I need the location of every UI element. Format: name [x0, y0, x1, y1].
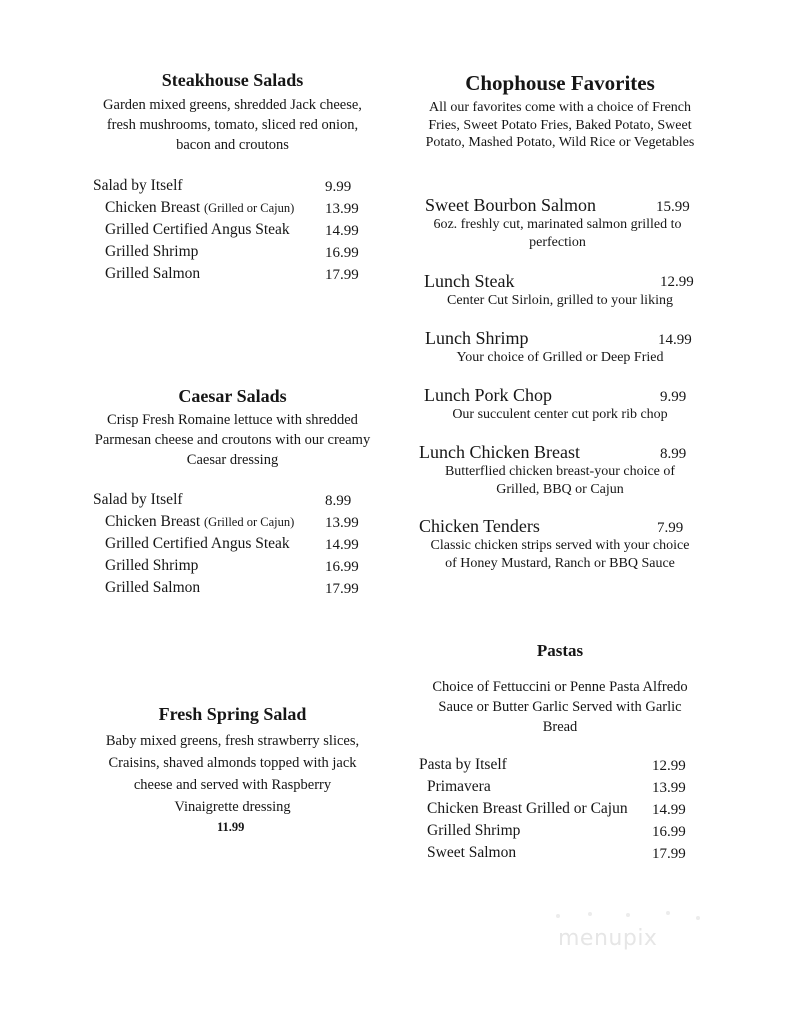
- caesar-item-4-name: Grilled Shrimp: [105, 557, 199, 574]
- chophouse-item-4-name: Lunch Pork Chop: [424, 385, 552, 405]
- chophouse-item-6-price: 7.99: [657, 520, 684, 536]
- pastas-item-4-price: 16.99: [652, 824, 686, 840]
- chophouse-item-2-desc: Center Cut Sirloin, grilled to your liking: [447, 293, 673, 308]
- chophouse-item-5-name: Lunch Chicken Breast: [419, 442, 580, 462]
- pastas-item-2-name: Primavera: [427, 778, 491, 795]
- caesar-desc: Crisp Fresh Romaine lettuce with shredded Parmesan cheese and croutons with our creamy Caesar dressing: [94, 412, 371, 468]
- watermark-dot: [626, 913, 630, 917]
- watermark-dot: [588, 912, 592, 916]
- steakhouse-item-2-price: 13.99: [325, 201, 359, 217]
- chophouse-item-6-desc: Classic chicken strips served with your choice of Honey Mustard, Ranch or BBQ Sauce: [430, 538, 690, 571]
- steakhouse-item-1-price: 9.99: [325, 179, 352, 195]
- caesar-item-2-price: 13.99: [325, 515, 359, 531]
- pastas-item-5-name: Sweet Salmon: [427, 844, 517, 861]
- chophouse-title: Chophouse Favorites: [465, 71, 655, 95]
- pastas-item-2-price: 13.99: [652, 780, 686, 796]
- pastas-item-1-price: 12.99: [652, 758, 686, 774]
- steakhouse-item-2-name: [105, 199, 294, 217]
- caesar-item-3-price: 14.99: [325, 537, 359, 553]
- spring-price: 11.99: [217, 820, 245, 834]
- steakhouse-item-1-name: Salad by Itself: [93, 177, 183, 194]
- steakhouse-item-5-price: 17.99: [325, 267, 359, 283]
- item-name: Chicken Breast: [105, 513, 201, 530]
- item-name: Chicken Breast: [105, 199, 201, 216]
- steakhouse-item-3-name: Grilled Certified Angus Steak: [105, 221, 290, 238]
- chophouse-item-5-price: 8.99: [660, 446, 687, 462]
- chophouse-item-3-name: Lunch Shrimp: [425, 328, 529, 348]
- watermark-dot: [666, 911, 670, 915]
- chophouse-item-1-name: Sweet Bourbon Salmon: [425, 195, 596, 215]
- steakhouse-item-4-name: Grilled Shrimp: [105, 243, 199, 260]
- chophouse-item-1-price: 15.99: [656, 199, 690, 215]
- item-note: (Grilled or Cajun): [204, 201, 295, 215]
- watermark-text: menupix: [558, 926, 658, 951]
- watermark-dot: [556, 914, 560, 918]
- caesar-item-2-name: [105, 513, 294, 531]
- caesar-item-4-price: 16.99: [325, 559, 359, 575]
- chophouse-item-2-name: Lunch Steak: [424, 271, 515, 291]
- caesar-item-1-price: 8.99: [325, 493, 352, 509]
- steakhouse-item-4-price: 16.99: [325, 245, 359, 261]
- chophouse-item-2-price: 12.99: [660, 274, 694, 290]
- pastas-item-3-price: 14.99: [652, 802, 686, 818]
- chophouse-item-6-name: Chicken Tenders: [419, 516, 540, 536]
- chophouse-item-3-desc: Your choice of Grilled or Deep Fried: [456, 350, 664, 365]
- pastas-item-5-price: 17.99: [652, 846, 686, 862]
- pastas-desc: Choice of Fettuccini or Penne Pasta Alfredo Sauce or Butter Garlic Served with Garlic Bread: [432, 679, 688, 735]
- caesar-item-3-name: Grilled Certified Angus Steak: [105, 535, 290, 552]
- pastas-item-3-name: Chicken Breast Grilled or Cajun: [427, 800, 628, 817]
- spring-title: Fresh Spring Salad: [158, 704, 307, 724]
- item-note: (Grilled or Cajun): [204, 515, 295, 529]
- steakhouse-title: Steakhouse Salads: [161, 70, 304, 90]
- chophouse-item-1-desc: 6oz. freshly cut, marinated salmon grilled to perfection: [433, 217, 682, 250]
- chophouse-desc: All our favorites come with a choice of French Fries, Sweet Potato Fries, Baked Potato, Sweet Potato, Mashed Potato, Wild Rice or Vegetables: [425, 100, 695, 150]
- watermark-dot: [696, 916, 700, 920]
- chophouse-item-4-price: 9.99: [660, 389, 687, 405]
- chophouse-item-4-desc: Our succulent center cut pork rib chop: [452, 407, 668, 422]
- pastas-item-1-name: Pasta by Itself: [419, 756, 507, 773]
- steakhouse-item-3-price: 14.99: [325, 223, 359, 239]
- menupix-watermark: [548, 908, 708, 958]
- caesar-item-5-name: Grilled Salmon: [105, 579, 201, 596]
- pastas-title: Pastas: [536, 641, 584, 660]
- pastas-item-4-name: Grilled Shrimp: [427, 822, 521, 839]
- caesar-title: Caesar Salads: [178, 386, 287, 406]
- steakhouse-item-5-name: Grilled Salmon: [105, 265, 201, 282]
- spring-desc: Baby mixed greens, fresh strawberry slices, Craisins, shaved almonds topped with jack cheese and served with Raspberry Vinaigrette dressing: [105, 733, 360, 815]
- steakhouse-desc: Garden mixed greens, shredded Jack cheese, fresh mushrooms, tomato, sliced red onion, bacon and croutons: [103, 97, 362, 153]
- chophouse-item-3-price: 14.99: [658, 332, 692, 348]
- chophouse-item-5-desc: Butterflied chicken breast-your choice of Grilled, BBQ or Cajun: [444, 464, 676, 497]
- caesar-item-1-name: Salad by Itself: [93, 491, 183, 508]
- caesar-item-5-price: 17.99: [325, 581, 359, 597]
